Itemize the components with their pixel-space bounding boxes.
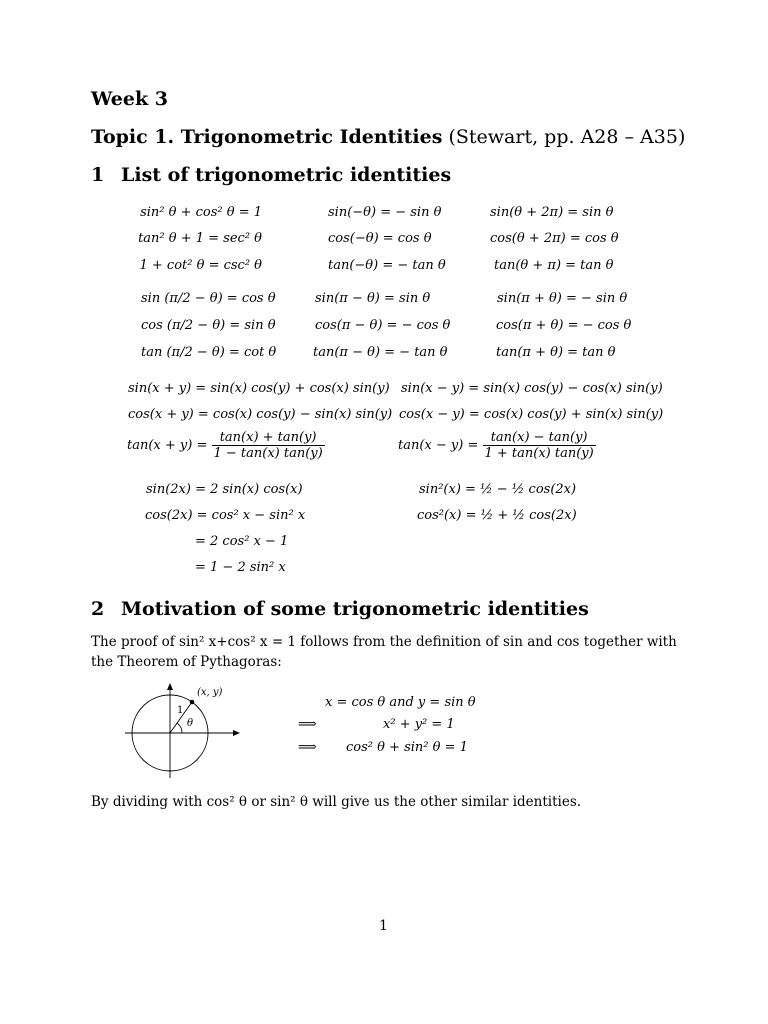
point-label: (x, y) [197,687,223,698]
identity-cofunction-cos: cos (π/2 − θ) = sin θ [141,318,276,333]
derivation-line-2: x² + y² = 1 [383,717,455,732]
identity-cofunction-sin: sin (π/2 − θ) = cos θ [141,291,276,306]
identity-pythagorean-2: tan² θ + 1 = sec² θ [138,231,262,246]
tan-diff-denominator: 1 + tan(x) tan(y) [484,446,594,461]
identity-sin-squared: sin²(x) = ½ − ½ cos(2x) [419,482,577,497]
identity-cos-double-alt-1: = 2 cos² x − 1 [195,534,289,549]
angle-arc [177,723,182,733]
identity-pi-plus-tan: tan(π + θ) = tan θ [496,345,616,360]
radius-label: 1 [177,705,184,716]
identity-cos-squared: cos²(x) = ½ + ½ cos(2x) [417,508,577,523]
identity-periodic-sin: sin(θ + 2π) = sin θ [490,205,614,220]
identity-pythagorean-3: 1 + cot² θ = csc² θ [139,258,262,273]
topic-reference: (Stewart, pp. A28 – A35) [442,126,686,148]
tan-sum-denominator: 1 − tan(x) tan(y) [213,446,323,461]
topic-heading [91,126,685,148]
identity-pi-minus-sin: sin(π − θ) = sin θ [315,291,431,306]
identity-even-odd-sin: sin(−θ) = − sin θ [328,205,442,220]
identity-pi-plus-cos: cos(π + θ) = − cos θ [496,318,632,333]
tan-diff-lhs: tan(x − y) = [398,438,479,453]
implies-arrow-1: ⟹ [298,717,317,732]
identity-sin-double: sin(2x) = 2 sin(x) cos(x) [146,482,303,497]
identity-sin-diff: sin(x − y) = sin(x) cos(y) − cos(x) sin(y) [401,381,663,396]
page-number: 1 [379,918,388,934]
identity-pi-plus-sin: sin(π + θ) = − sin θ [497,291,628,306]
identity-even-odd-cos: cos(−θ) = cos θ [328,231,432,246]
section-2-number: 2 [91,598,105,620]
identity-pythagorean-1: sin² θ + cos² θ = 1 [140,205,262,220]
tan-sum-numerator: tan(x) + tan(y) [212,430,325,446]
section-1-number: 1 [91,164,105,186]
tan-sum-lhs: tan(x + y) = [127,438,208,453]
identity-even-odd-tan: tan(−θ) = − tan θ [328,258,446,273]
x-axis-arrow [233,730,240,736]
point-on-circle [190,700,195,705]
identity-cos-double: cos(2x) = cos² x − sin² x [145,508,306,523]
identity-tan-sum [127,430,325,461]
section-1-heading [91,164,451,186]
identity-cos-diff: cos(x − y) = cos(x) cos(y) + sin(x) sin(y) [399,407,664,422]
tan-diff-fraction [483,430,596,461]
identity-pi-minus-cos: cos(π − θ) = − cos θ [315,318,451,333]
implies-arrow-2: ⟹ [298,740,317,755]
section-2-heading [91,598,589,620]
unit-circle-figure [120,680,240,780]
tan-sum-fraction [212,430,325,461]
topic-title: Topic 1. Trigonometric Identities [91,126,443,148]
derivation-line-3: cos² θ + sin² θ = 1 [346,740,468,755]
identity-cos-sum: cos(x + y) = cos(x) cos(y) − sin(x) sin(y) [128,407,393,422]
identity-sin-sum: sin(x + y) = sin(x) cos(y) + cos(x) sin(y) [128,381,390,396]
angle-label: θ [187,718,194,729]
identity-tan-diff [398,430,596,461]
section-2-paragraph-1: The proof of sin² x+cos² x = 1 follows from the definition of sin and cos together with the Theorem of Pythagoras: [91,634,677,670]
identity-cos-double-alt-2: = 1 − 2 sin² x [195,560,286,575]
section-2-paragraph-2: By dividing with cos² θ or sin² θ will give us the other similar identities. [91,794,582,810]
week-heading: Week 3 [91,88,168,110]
section-2-title: Motivation of some trigonometric identities [121,598,589,620]
derivation-line-1: x = cos θ and y = sin θ [325,695,476,710]
identity-periodic-tan: tan(θ + π) = tan θ [494,258,614,273]
y-axis-arrow [167,683,173,690]
section-1-title: List of trigonometric identities [121,164,452,186]
identity-cofunction-tan: tan (π/2 − θ) = cot θ [141,345,277,360]
identity-periodic-cos: cos(θ + 2π) = cos θ [490,231,619,246]
tan-diff-numerator: tan(x) − tan(y) [483,430,596,446]
identity-pi-minus-tan: tan(π − θ) = − tan θ [313,345,448,360]
